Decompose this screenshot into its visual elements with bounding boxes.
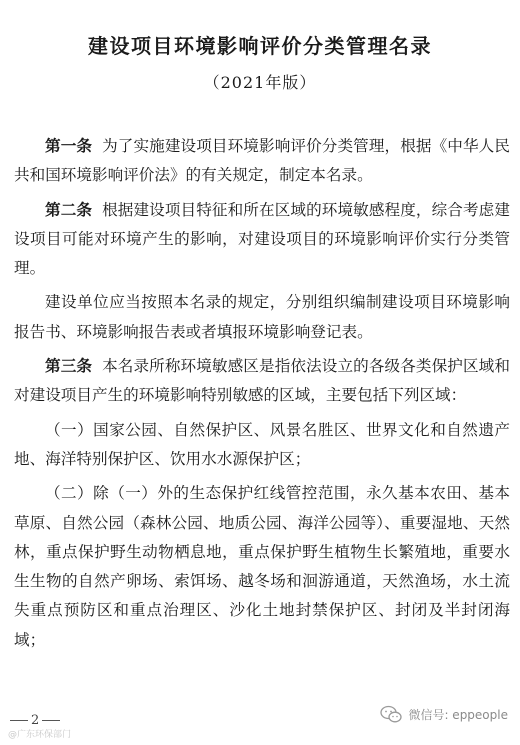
article-number: 第二条 bbox=[45, 200, 93, 219]
page-number bbox=[10, 713, 60, 728]
article-2 bbox=[14, 196, 510, 284]
list-item bbox=[14, 479, 510, 655]
article-1 bbox=[14, 132, 510, 191]
edition-label: （2021年版） bbox=[203, 73, 317, 92]
article-number: 第一条 bbox=[45, 137, 93, 155]
article-3 bbox=[14, 352, 510, 411]
paragraph-text: 建设单位应当按照本名录的规定，分别组织编制建设项目环境影响报告书、环境影响报告表或者填报环境影响登记表。 bbox=[14, 293, 510, 341]
list-item-text: （二）除（一）外的生态保护红线管控范围，永久基本农田、基本草原、自然公园（森林公园、地质公园、海洋公园等）、重要湿地、天然林，重点保护野生动物栖息地，重点保护野生植物生长繁殖地，重要水生生物的自然产卵场、索饵场、越冬场和洄游通道，天然渔场，水土流失重点预防区和重点治理区、沙化土地封禁保护区、封闭及半封闭海域； bbox=[14, 484, 510, 649]
watermark-left: @广东环保部门 bbox=[8, 730, 72, 740]
document-body bbox=[14, 132, 510, 655]
watermark-text: 微信号: eppeople bbox=[408, 707, 508, 722]
article-number: 第三条 bbox=[45, 357, 93, 376]
watermark bbox=[380, 705, 508, 723]
document-title: 建设项目环境影响评价分类管理名录 bbox=[88, 34, 432, 58]
paragraph bbox=[14, 288, 510, 347]
wechat-icon bbox=[380, 705, 402, 723]
list-item bbox=[14, 416, 510, 475]
divider bbox=[10, 720, 28, 721]
article-text: 为了实施建设项目环境影响评价分类管理，根据《中华人民共和国环境影响评价法》的有关规定，制定本名录。 bbox=[14, 137, 510, 185]
page-number-text: 2 bbox=[31, 713, 40, 728]
list-item-text: （一）国家公园、自然保护区、风景名胜区、世界文化和自然遗产地、海洋特别保护区、饮用水水源保护区； bbox=[14, 420, 510, 468]
article-text: 根据建设项目特征和所在区域的环境敏感程度，综合考虑建设项目可能对环境产生的影响，对建设项目的环境影响评价实行分类管理。 bbox=[14, 200, 510, 278]
divider bbox=[42, 720, 60, 721]
article-text: 本名录所称环境敏感区是指依法设立的各级各类保护区域和对建设项目产生的环境影响特别敏感的区域，主要包括下列区域： bbox=[14, 357, 510, 405]
